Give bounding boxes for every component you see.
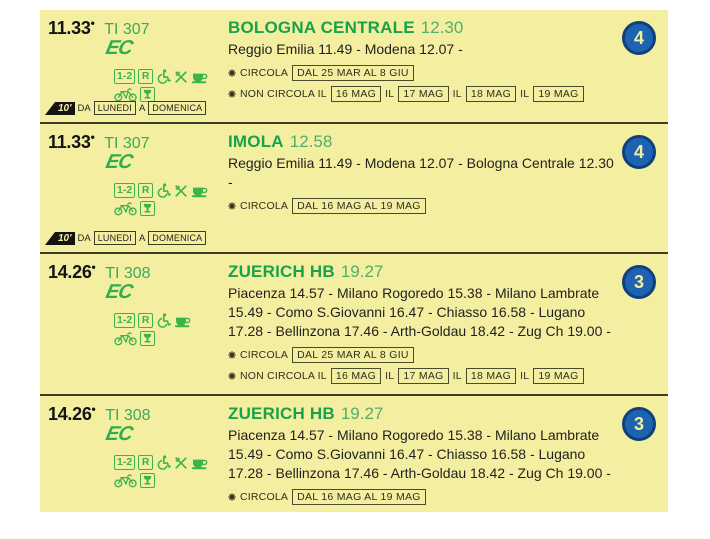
arrival-time: 19.27: [340, 404, 384, 423]
reservation-icon: R: [138, 69, 153, 84]
eurocity-logo: EC: [103, 281, 135, 303]
route-column: [228, 260, 614, 389]
time-row: [48, 16, 228, 39]
platform-badge: 4: [622, 135, 656, 169]
route-stops: Reggio Emilia 11.49 - Modena 12.07 - Bologna Centrale 12.30 -: [228, 155, 614, 190]
destination: BOLOGNA CENTRALE: [228, 18, 415, 37]
day-box-from: LUNEDI: [94, 101, 136, 115]
platform-badge-column: [614, 16, 664, 117]
validity-date-box: DAL 25 MAR AL 8 GIU: [292, 65, 414, 81]
delay-text-a: A: [138, 102, 146, 114]
departure-time: 14.26: [48, 262, 92, 282]
class-1-2-icon: 1-2: [114, 69, 135, 84]
delay-note: [45, 101, 206, 115]
note-label: CIRCOLA: [240, 349, 289, 361]
delay-text-da: DA: [77, 232, 91, 244]
bar-icon: [140, 87, 155, 102]
note-star-icon: [228, 90, 236, 98]
train-entry: [40, 122, 668, 252]
note-star-icon: [228, 493, 236, 501]
note-label: IL: [385, 88, 395, 100]
reservation-icon: R: [138, 183, 153, 198]
validity-date-box: 16 MAG: [331, 86, 381, 102]
delay-flag: [45, 102, 75, 115]
note-label: NON CIRCOLA IL: [240, 370, 327, 382]
amenity-icons: [114, 455, 228, 488]
wheelchair-icon: [156, 183, 171, 198]
coffee-icon: [174, 314, 192, 328]
time-row: [48, 130, 228, 153]
service-note: [228, 65, 614, 81]
bar-icon: [140, 201, 155, 216]
train-number: TI 307: [104, 21, 150, 38]
day-box-from: LUNEDI: [94, 231, 136, 245]
class-1-2-icon: 1-2: [114, 313, 135, 328]
service-note: [228, 489, 614, 505]
amenity-row: [114, 313, 228, 328]
validity-date-box: 19 MAG: [533, 368, 583, 384]
train-number: TI 307: [104, 135, 150, 152]
service-notes: [228, 198, 614, 214]
bar-icon: [140, 473, 155, 488]
delay-note: [45, 231, 206, 245]
validity-date-box: 18 MAG: [466, 368, 516, 384]
note-label: IL: [520, 370, 530, 382]
triangle-icon: [45, 232, 55, 245]
route-column: [228, 130, 614, 247]
eurocity-logo: EC: [103, 151, 135, 173]
note-label: NON CIRCOLA IL: [240, 88, 327, 100]
validity-date-box: 17 MAG: [398, 368, 448, 384]
train-info-column: [48, 260, 228, 389]
amenity-row: [114, 183, 228, 198]
bar-icon: [140, 331, 155, 346]
destination-line: [228, 404, 614, 424]
note-label: CIRCOLA: [240, 67, 289, 79]
amenity-row: [114, 69, 228, 84]
wheelchair-icon: [156, 69, 171, 84]
eurocity-logo: EC: [103, 423, 135, 445]
eurocity-logo: EC: [103, 37, 135, 59]
departure-time: 14.26: [48, 404, 92, 424]
amenity-icons: [114, 313, 228, 346]
coffee-icon: [191, 184, 209, 198]
note-label: CIRCOLA: [240, 491, 289, 503]
platform-badge: 3: [622, 407, 656, 441]
time-footnote-marker: •: [90, 130, 95, 144]
amenity-icons: [114, 183, 228, 216]
platform-badge-column: [614, 260, 664, 389]
class-1-2-icon: 1-2: [114, 183, 135, 198]
service-note: [228, 347, 614, 363]
note-label: IL: [452, 88, 462, 100]
route-column: [228, 402, 614, 507]
amenity-row: [114, 473, 228, 488]
train-info-column: [48, 130, 228, 247]
time-footnote-marker: •: [91, 402, 96, 416]
note-label: IL: [452, 370, 462, 382]
coffee-icon: [191, 70, 209, 84]
bicycle-icon: [114, 87, 137, 102]
validity-date-box: 17 MAG: [398, 86, 448, 102]
train-info-column: [48, 402, 228, 507]
delay-text-da: DA: [77, 102, 91, 114]
amenity-row: [114, 331, 228, 346]
time-row: [48, 402, 228, 425]
day-box-to: DOMENICA: [148, 101, 206, 115]
route-column: [228, 16, 614, 117]
reservation-icon: R: [138, 455, 153, 470]
note-label: IL: [385, 370, 395, 382]
validity-date-box: 18 MAG: [466, 86, 516, 102]
arrival-time: 19.27: [340, 262, 384, 281]
note-label: CIRCOLA: [240, 200, 289, 212]
triangle-icon: [45, 102, 55, 115]
amenity-row: [114, 87, 228, 102]
arrival-time: 12.58: [289, 132, 333, 151]
wheelchair-icon: [156, 313, 171, 328]
time-footnote-marker: •: [90, 16, 95, 30]
note-label: IL: [520, 88, 530, 100]
class-1-2-icon: 1-2: [114, 455, 135, 470]
validity-date-box: DAL 16 MAG AL 19 MAG: [292, 198, 426, 214]
note-star-icon: [228, 351, 236, 359]
wheelchair-icon: [156, 455, 171, 470]
note-star-icon: [228, 372, 236, 380]
service-notes: [228, 489, 614, 505]
destination: IMOLA: [228, 132, 284, 151]
note-star-icon: [228, 202, 236, 210]
bicycle-icon: [114, 473, 137, 488]
restaurant-icon: [174, 184, 188, 198]
destination-line: [228, 132, 614, 152]
service-note: [228, 198, 614, 214]
platform-badge: 3: [622, 265, 656, 299]
train-entry: [40, 394, 668, 512]
delay-minutes: 10': [55, 102, 75, 115]
validity-date-box: 16 MAG: [331, 368, 381, 384]
amenity-row: [114, 201, 228, 216]
delay-text-a: A: [138, 232, 146, 244]
bicycle-icon: [114, 201, 137, 216]
train-number: TI 308: [105, 407, 151, 424]
delay-flag: [45, 232, 75, 245]
delay-minutes: 10': [55, 232, 75, 245]
amenity-icons: [114, 69, 228, 102]
timetable-panel: [40, 10, 668, 512]
arrival-time: 12.30: [420, 18, 464, 37]
service-note: [228, 368, 614, 384]
time-footnote-marker: •: [91, 260, 96, 274]
departure-time: 11.33: [48, 132, 91, 152]
validity-date-box: DAL 25 MAR AL 8 GIU: [292, 347, 414, 363]
train-info-column: [48, 16, 228, 117]
bicycle-icon: [114, 331, 137, 346]
destination-line: [228, 262, 614, 282]
note-star-icon: [228, 69, 236, 77]
route-stops: Piacenza 14.57 - Milano Rogoredo 15.38 - Milano Lambrate 15.49 - Como S.Giovanni 16.47 - Chiasso 16.58 - Lugano 17.28 - Bellinzona 17.46 - Arth-Goldau 18.42 - Zug Ch 19.00 -: [228, 427, 611, 481]
platform-badge: 4: [622, 21, 656, 55]
time-row: [48, 260, 228, 283]
restaurant-icon: [174, 70, 188, 84]
train-entry: [40, 252, 668, 394]
departure-time: 11.33: [48, 18, 91, 38]
coffee-icon: [191, 456, 209, 470]
route-stops: Piacenza 14.57 - Milano Rogoredo 15.38 - Milano Lambrate 15.49 - Como S.Giovanni 16.47 - Chiasso 16.58 - Lugano 17.28 - Bellinzona 17.46 - Arth-Goldau 18.42 - Zug Ch 19.00 -: [228, 285, 611, 339]
validity-date-box: DAL 16 MAG AL 19 MAG: [292, 489, 426, 505]
train-number: TI 308: [105, 265, 151, 282]
day-box-to: DOMENICA: [148, 231, 206, 245]
amenity-row: [114, 455, 228, 470]
service-notes: [228, 65, 614, 102]
route-stops: Reggio Emilia 11.49 - Modena 12.07 -: [228, 41, 463, 57]
destination-line: [228, 18, 614, 38]
restaurant-icon: [174, 456, 188, 470]
train-entry: [40, 10, 668, 122]
destination: ZUERICH HB: [228, 404, 335, 423]
service-note: [228, 86, 614, 102]
reservation-icon: R: [138, 313, 153, 328]
validity-date-box: 19 MAG: [533, 86, 583, 102]
service-notes: [228, 347, 614, 384]
platform-badge-column: [614, 130, 664, 247]
destination: ZUERICH HB: [228, 262, 335, 281]
platform-badge-column: [614, 402, 664, 507]
